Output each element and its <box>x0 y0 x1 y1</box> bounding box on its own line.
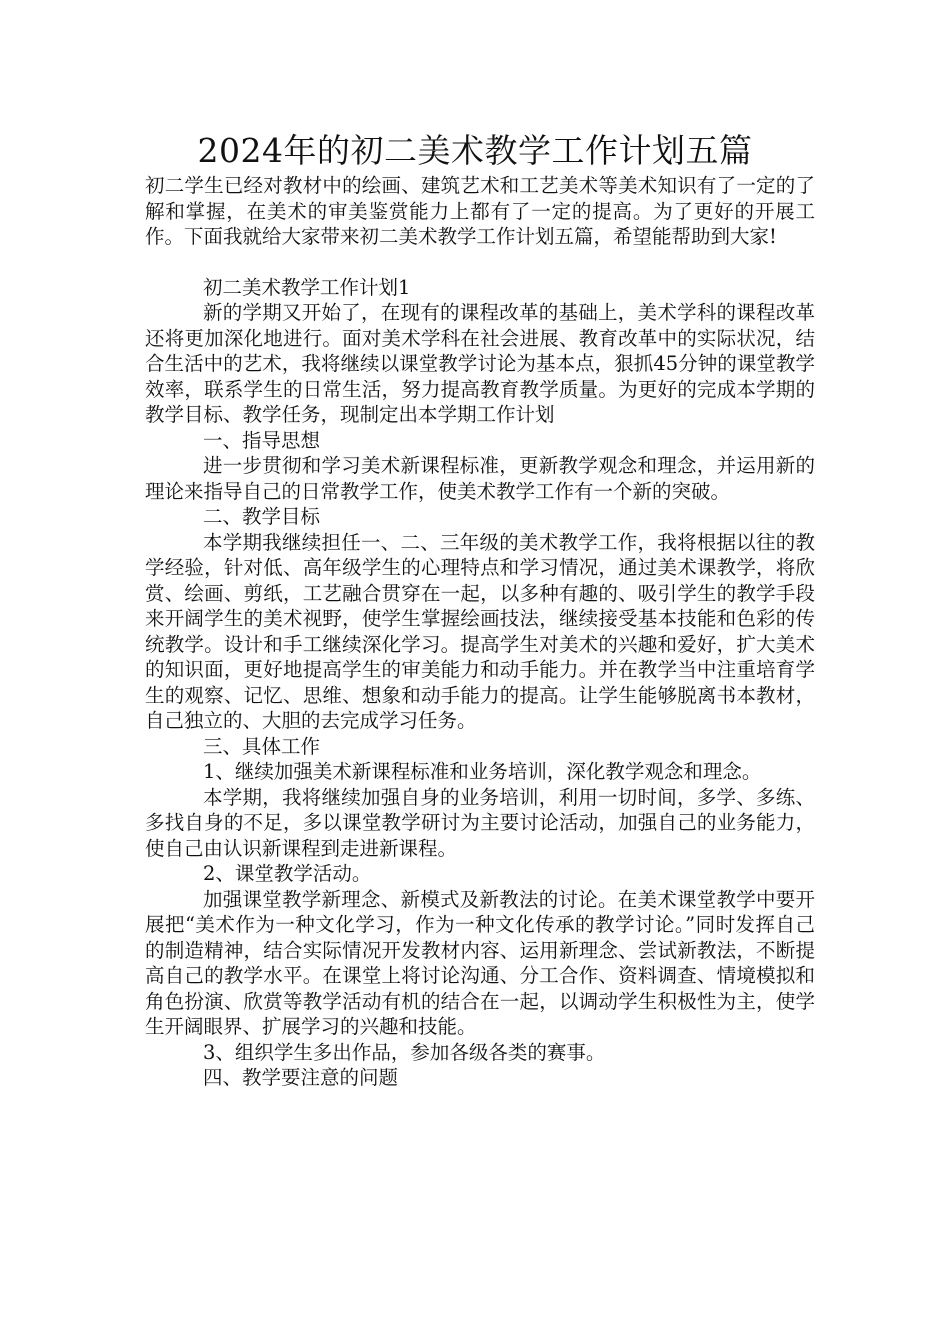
list-item: 2、课堂教学活动。 <box>203 862 372 885</box>
body-paragraph: 加强课堂教学新理念、新模式及新教法的讨论。在美术课堂教学中要开展把“美术作为一种文化学习，作为一种文化传承的教学讨论。”同时发挥自己的制造精神，结合实际情况开发教材内容、运用新理念、尝试新教法，不断提高自己的教学水平。在课堂上将讨论沟通、分工合作、资料调查、情境模拟和角色扮演、欣赏等教学活动有机的结合在一起，以调动学生积极性为主，使学生开阔眼界、扩展学习的兴趣和技能。 <box>145 887 815 1038</box>
list-item: 1、继续加强美术新课程标准和业务培训，深化教学观念和理念。 <box>203 760 762 783</box>
heading-teaching-goals: 二、教学目标 <box>203 505 321 528</box>
body-paragraph: 本学期，我将继续加强自身的业务培训，利用一切时间，多学、多练、多找自身的不足，多以课堂教学研讨为主要讨论活动，加强自己的业务能力，使自己由认识新课程到走进新课程。 <box>145 785 815 860</box>
body-paragraph: 进一步贯彻和学习美术新课程标准，更新教学观念和理念，并运用新的理论来指导自己的日常教学工作，使美术教学工作有一个新的突破。 <box>145 454 815 503</box>
heading-guiding-ideology: 一、指导思想 <box>203 428 321 452</box>
list-item: 3、组织学生多出作品，参加各级各类的赛事。 <box>203 1040 606 1064</box>
body-paragraph: 本学期我继续担任一、二、三年级的美术教学工作，我将根据以往的教学经验，针对低、高年级学生的心理特点和学习情况，通过美术课教学，将欣赏、绘画、剪纸，工艺融合贯穿在一起，以多种有趣的、吸引学生的教学手段来开阔学生的美术视野，使学生掌握绘画技法，继续接受基本技能和色彩的传统教学。设计和手工继续深化学习。提高学生对美术的兴趣和爱好，扩大美术的知识面，更好地提高学生的审美能力和动手能力。并在教学当中注重培育学生的观察、记忆、思维、想象和动手能力的提高。让学生能够脱离书本教材，自己独立的、大胆的去完成学习任务。 <box>145 530 815 732</box>
body-paragraph: 新的学期又开始了，在现有的课程改革的基础上，美术学科的课程改革还将更加深化地进行。面对美术学科在社会进展、教育改革中的实际状况，结合生活中的艺术，我将继续以课堂教学讨论为基本点，狠抓45分钟的课堂教学效率，联系学生的日常生活，努力提高教育教学质量。为更好的完成本学期的教学目标、教学任务，现制定出本学期工作计划 <box>145 301 815 426</box>
section-heading: 初二美术教学工作计划1 <box>203 275 411 299</box>
document-title: 2024年的初二美术教学工作计划五篇 <box>197 131 753 170</box>
heading-specific-work: 三、具体工作 <box>203 734 321 758</box>
heading-teaching-issues: 四、教学要注意的问题 <box>203 1066 399 1089</box>
document-body <box>145 173 815 1091</box>
paragraph-spacer <box>145 250 815 275</box>
intro-paragraph: 初二学生已经对教材中的绘画、建筑艺术和工艺美术等美术知识有了一定的了解和掌握，在美术的审美鉴赏能力上都有了一定的提高。为了更好的开展工作。下面我就给大家带来初二美术教学工作计划五篇，希望能帮助到大家! <box>145 174 815 248</box>
